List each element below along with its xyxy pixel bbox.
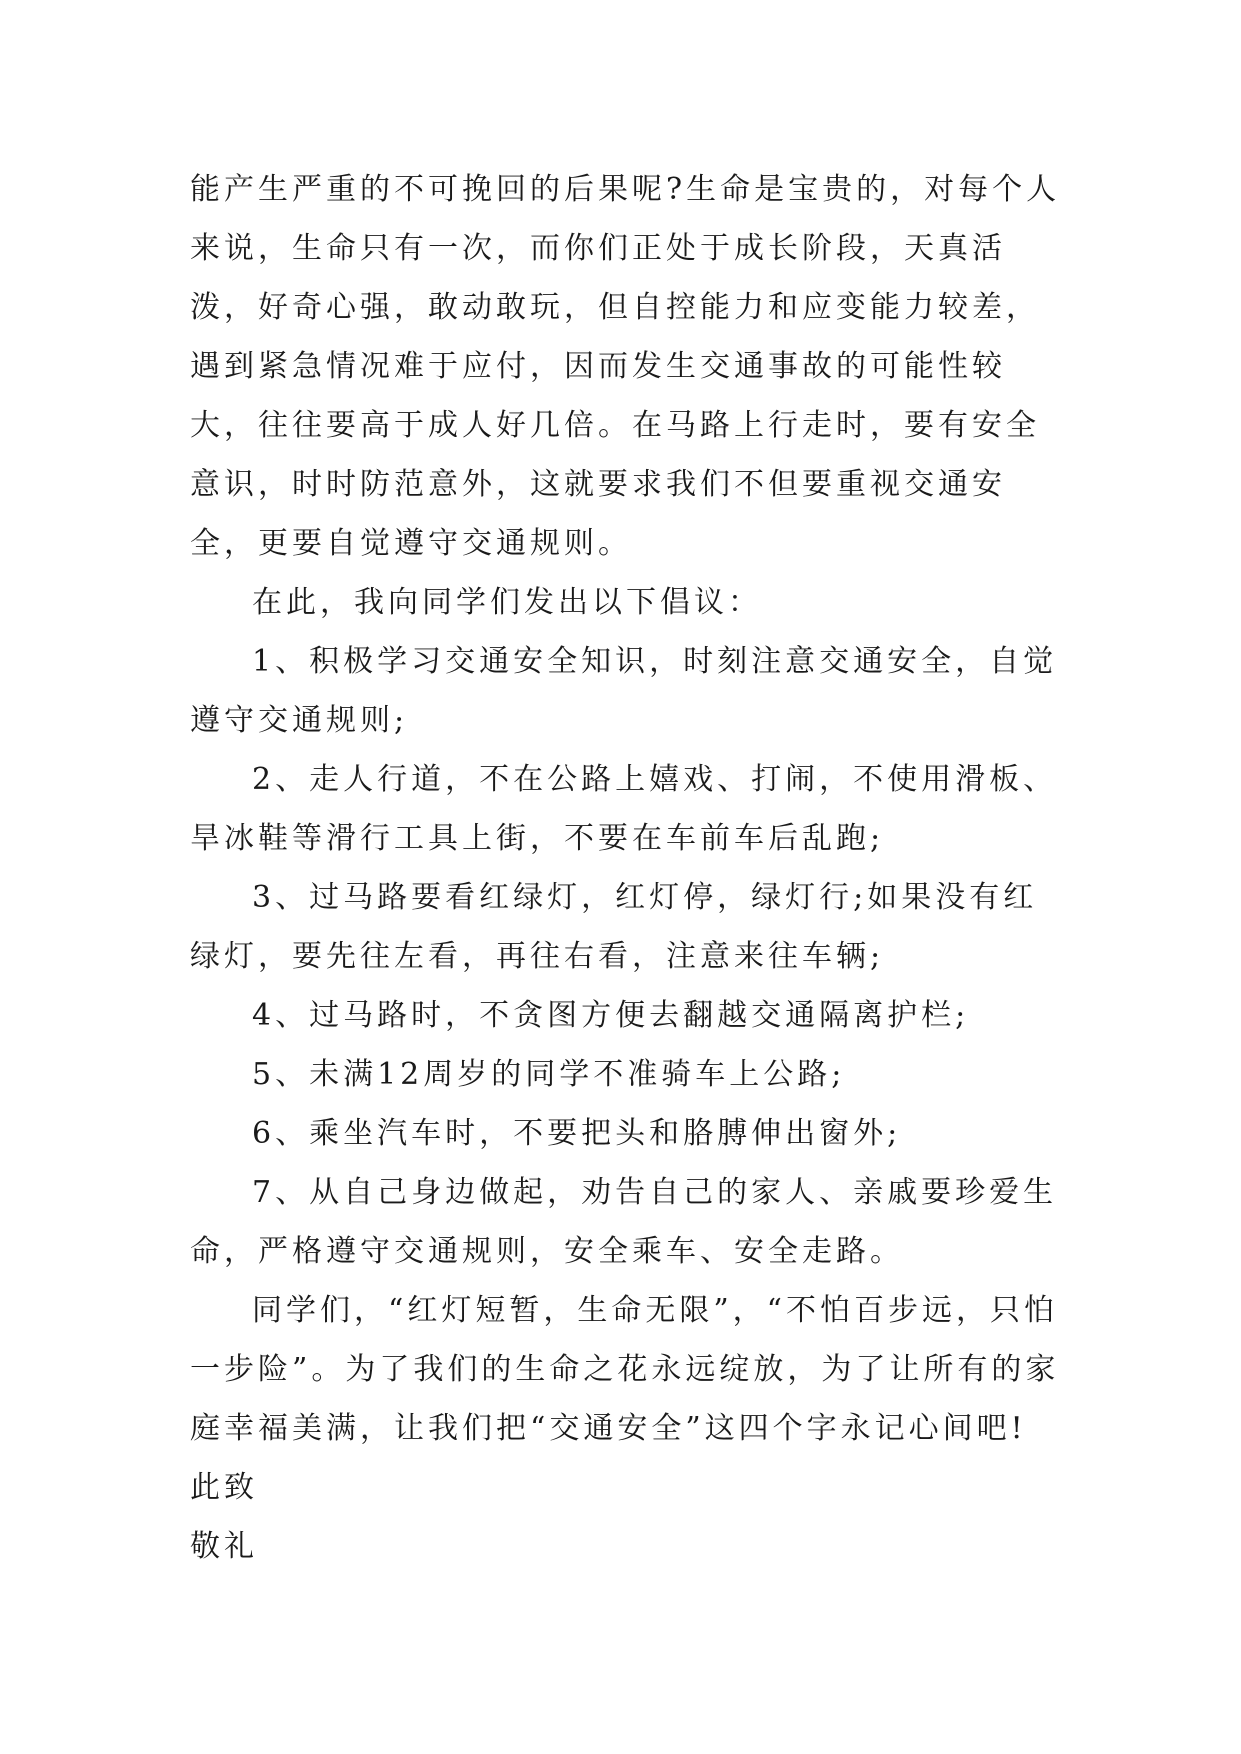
proposal-item: 5、未满12周岁的同学不准骑车上公路; — [252, 1057, 846, 1092]
proposal-item: 6、乘坐汽车时，不要把头和胳膊伸出窗外; — [252, 1116, 902, 1151]
proposal-item: 2、走人行道，不在公路上嬉戏、打闹，不使用滑板、旱冰鞋等滑行工具上街，不要在车前车后乱跑; — [190, 762, 1058, 856]
paragraph-proposal-intro: 在此，我向同学们发出以下倡议： — [252, 585, 762, 620]
proposal-item: 7、从自己身边做起，劝告自己的家人、亲戚要珍爱生命，严格遵守交通规则，安全乘车、安全走路。 — [190, 1175, 1058, 1269]
closing-jingli: 敬礼 — [190, 1529, 258, 1564]
proposal-item: 4、过马路时，不贪图方便去翻越交通隔离护栏; — [252, 998, 970, 1033]
paragraph-closing: 同学们，“红灯短暂，生命无限”，“不怕百步远，只怕一步险”。为了我们的生命之花永远绽放，为了让所有的家庭幸福美满，让我们把“交通安全”这四个字永记心间吧! — [190, 1293, 1060, 1446]
proposal-item: 3、过马路要看红绿灯，红灯停，绿灯行;如果没有红绿灯，要先往左看，再往右看，注意来往车辆; — [190, 880, 1038, 974]
proposal-item: 1、积极学习交通安全知识，时刻注意交通安全，自觉遵守交通规则; — [190, 644, 1058, 738]
paragraph-intro: 能产生严重的不可挽回的后果呢?生命是宝贵的，对每个人来说，生命只有一次，而你们正处于成长阶段，天真活泼，好奇心强，敢动敢玩，但自控能力和应变能力较差，遇到紧急情况难于应付，因而发生交通事故的可能性较大，往往要高于成人好几倍。在马路上行走时，要有安全意识，时时防范意外，这就要求我们不但要重视交通安全，更要自觉遵守交通规则。 — [190, 172, 1061, 561]
document-body — [190, 160, 1070, 1576]
closing-cizhi: 此致 — [190, 1470, 258, 1505]
